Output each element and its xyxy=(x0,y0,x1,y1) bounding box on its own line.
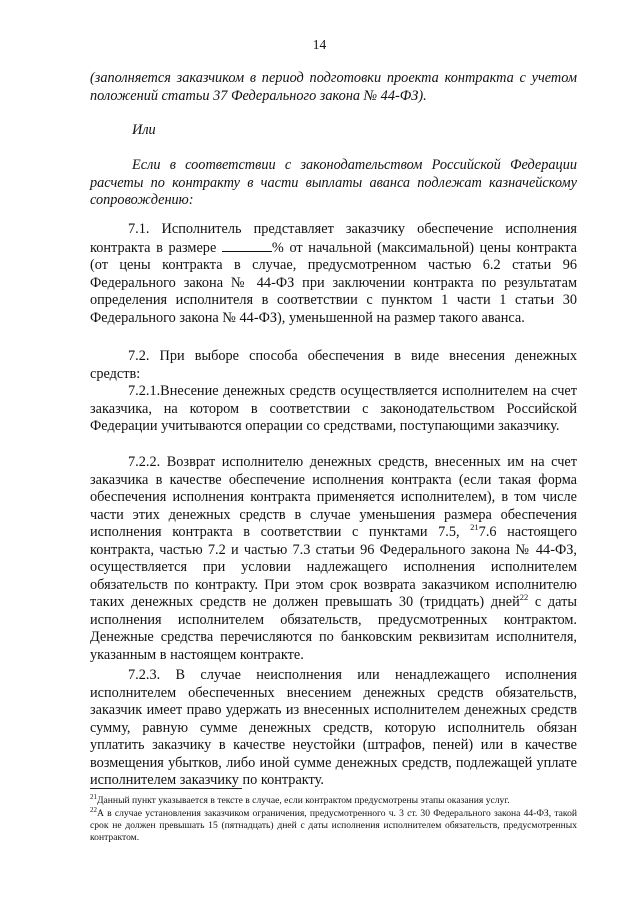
footnote-21-text: Данный пункт указывается в тексте в случае, если контрактом предусмотрены этапы оказания услуг. xyxy=(97,795,510,806)
clause-7-1 xyxy=(90,221,577,327)
intro-note: (заполняется заказчиком в период подготовки проекта контракта с учетом положений статьи 37 Федерального закона № 44-ФЗ). xyxy=(90,70,577,104)
percent-blank xyxy=(222,239,272,252)
clause-7-2-2-part-c: с даты исполнения исполнителем обязательств, предусмотренных контрактом. Денежные средства перечисляются по банковским реквизитам исполнителя, указанным в настоящем контракте. xyxy=(90,594,577,663)
footnote-22-number: 22 xyxy=(90,805,97,814)
condition-span: Если в соответствии с законодательством Российской Федерации расчеты по контракту в части выплаты аванса подлежат казначейскому сопровождению: xyxy=(90,157,577,208)
footnote-21-number: 21 xyxy=(90,792,97,801)
clause-7-2: 7.2. При выборе способа обеспечения в виде внесения денежных средств: xyxy=(90,348,577,382)
footnote-22 xyxy=(90,805,577,844)
footnote-21 xyxy=(90,792,577,807)
footnote-22-text: А в случае установления заказчиком ограничения, предусмотренного ч. 3 ст. 30 Федерального закона 44-ФЗ, такой срок не должен превышать 15 (пятнадцать) дней с даты исполнения исполнителем обязательств, предусмотренных контрактом. xyxy=(90,808,577,843)
or-label: Или xyxy=(132,122,156,138)
clause-7-2-2 xyxy=(90,454,577,664)
clause-7-1-part-b: % от начальной (максимальной) цены контракта (от цены контракта в случае, предусмотренном частью 6.2 статьи 96 Федерального закона № 44-ФЗ при заключении контракта по результатам определения исполнителя в соответствии с пунктом 1 части 1 статьи 30 Федерального закона № 44-ФЗ), уменьшенной на размер такого аванса. xyxy=(90,239,577,326)
footnote-divider xyxy=(90,788,242,789)
clause-7-1-part-a: 7.1. Исполнитель представляет заказчику обеспечение исполнения контракта в размере xyxy=(90,221,577,256)
condition-text xyxy=(90,157,577,210)
clause-7-2-2-part-a: 7.2.2. Возврат исполнителю денежных средств, внесенных им на счет заказчика в качестве обеспечение исполнения контракта (если такая форма обеспечения исполнения контракта применяется исполнителем), в том числе части этих денежных средств в случае уменьшения размера обеспечения исполнения контракта в соответствии с пунктами 7.5, xyxy=(90,454,577,540)
footnote-ref-21: 21 xyxy=(470,522,479,533)
clause-7-2-3: 7.2.3. В случае неисполнения или ненадлежащего исполнения исполнителем обеспеченных внесением денежных средств обязательств, заказчик имеет право удержать из внесенных исполнителем денежных средств сумму, равную сумме денежных средств, которую исполнитель обязан уплатить заказчику в качестве неустойки (штрафов, пеней) или в качестве возмещения убытков, либо иной сумме денежных средств, подлежащей уплате исполнителем заказчику по контракту. xyxy=(90,667,577,788)
clause-7-2-2-part-b: 7.6 настоящего контракта, частью 7.2 и частью 7.3 статьи 96 Федерального закона № 44-ФЗ, осуществляется при условии надлежащего исполнения исполнителем обязательств по контракту. При этом срок возврата заказчиком исполнителю таких денежных средств не должен превышать 30 (тридцать) дней xyxy=(90,524,577,610)
page-number: 14 xyxy=(312,37,327,52)
footnote-ref-22: 22 xyxy=(519,592,529,603)
clause-7-2-1: 7.2.1.Внесение денежных средств осуществляется исполнителем на счет заказчика, на котором в соответствии с законодательством Российской Федерации учитываются операции со средствами, поступающими заказчику. xyxy=(90,383,577,434)
